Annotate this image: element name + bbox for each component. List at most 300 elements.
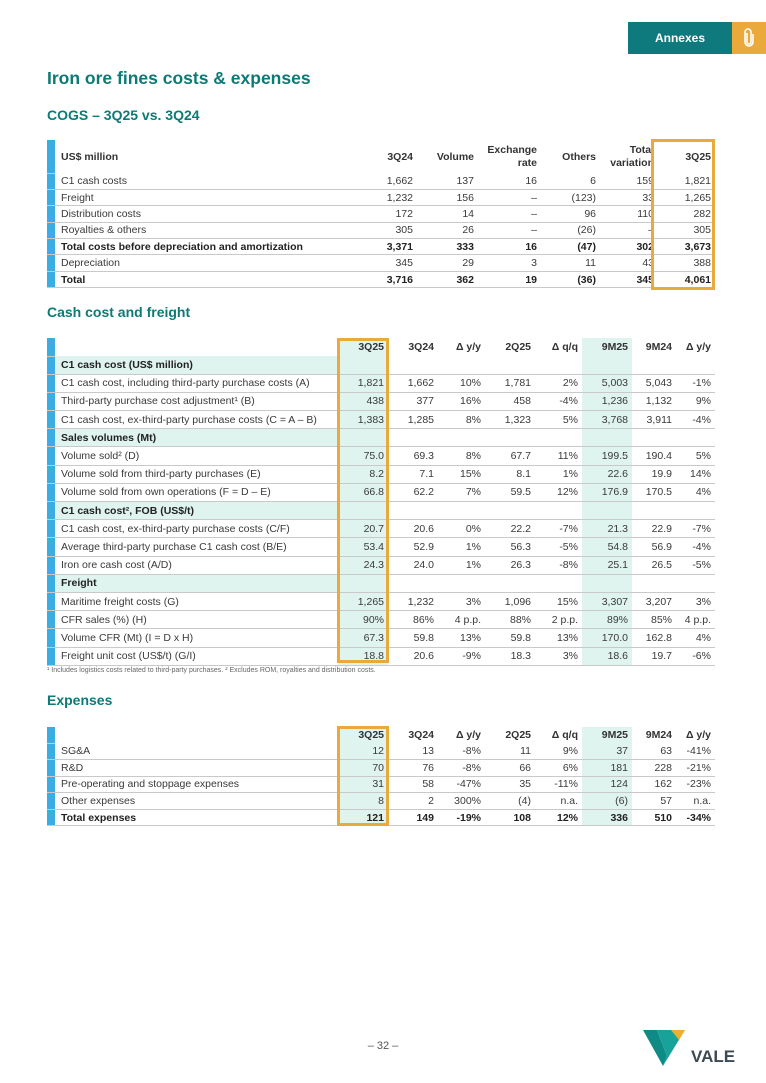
table-cell: 7.1 <box>388 465 438 483</box>
table-row <box>47 629 715 647</box>
table-cell: 19.9 <box>632 465 676 483</box>
empty-cell <box>485 429 535 447</box>
table-cell: 59.8 <box>485 629 535 647</box>
table-cell: -5% <box>676 556 715 574</box>
table-cell: 18.6 <box>582 647 632 665</box>
table-cell: 199.5 <box>582 447 632 465</box>
table-cell: 228 <box>632 760 676 777</box>
table-cell: 15% <box>535 592 582 610</box>
table-cell: 14 <box>417 206 478 222</box>
table-cell: 1,662 <box>367 173 417 189</box>
page-number: – 32 – <box>367 1040 399 1052</box>
table-row <box>47 483 715 501</box>
empty-cell <box>582 429 632 447</box>
table-cell: 86% <box>388 611 438 629</box>
table-cell: 149 <box>388 809 438 826</box>
table-cell: 66 <box>485 760 535 777</box>
section-label: Sales volumes (Mt) <box>55 429 338 447</box>
table-cell: 21.3 <box>582 520 632 538</box>
empty-cell <box>582 356 632 374</box>
table-cell: – <box>478 206 541 222</box>
table-row <box>47 760 715 777</box>
row-marker <box>47 465 55 483</box>
empty-cell <box>535 574 582 592</box>
table-cell: 336 <box>582 809 632 826</box>
table-cell: 59.5 <box>485 483 535 501</box>
table-row <box>47 520 715 538</box>
table-cell: 3% <box>438 592 485 610</box>
cashcost-col-header: 3Q24 <box>408 341 434 353</box>
table-cell: 510 <box>632 809 676 826</box>
cashcost-col-header: 3Q25 <box>338 338 388 356</box>
row-marker <box>47 556 55 574</box>
table-cell: 1,265 <box>338 592 388 610</box>
cogs-col-header: Total variation <box>610 143 654 169</box>
table-cell: (47) <box>541 239 600 255</box>
table-cell: 12% <box>535 809 582 826</box>
table-cell: 4,061 <box>658 271 715 287</box>
table-cell: 1,132 <box>632 392 676 410</box>
table-row <box>47 793 715 810</box>
table-cell: -23% <box>676 776 715 793</box>
empty-cell <box>338 429 388 447</box>
section-label: C1 cash cost (US$ million) <box>55 356 338 374</box>
table-cell: 22.6 <box>582 465 632 483</box>
table-cell: 3,673 <box>658 239 715 255</box>
table-cell: 302 <box>600 239 658 255</box>
table-cell: 19 <box>478 271 541 287</box>
cashcost-col-header: 9M25 <box>582 338 632 356</box>
row-label: Depreciation <box>55 255 367 271</box>
table-row <box>47 392 715 410</box>
table-cell: 11 <box>541 255 600 271</box>
logo-text: VALE <box>691 1047 736 1066</box>
table-cell: 67.7 <box>485 447 535 465</box>
table-cell: 1,821 <box>338 374 388 392</box>
table-cell: -6% <box>676 647 715 665</box>
empty-cell <box>438 574 485 592</box>
cogs-col-header: US$ million <box>61 150 119 163</box>
expenses-table <box>47 727 715 826</box>
cashcost-col-header: Δ y/y <box>685 341 711 353</box>
row-marker <box>47 809 55 826</box>
table-row <box>47 538 715 556</box>
table-cell: 15% <box>438 465 485 483</box>
table-cell: 70 <box>338 760 388 777</box>
table-cell: (6) <box>582 793 632 810</box>
table-row <box>47 809 715 826</box>
table-cell: 22.2 <box>485 520 535 538</box>
row-label: R&D <box>55 760 338 777</box>
vale-logo <box>643 1022 743 1070</box>
cashcost-col-header: Δ q/q <box>551 341 578 353</box>
table-cell: 305 <box>367 222 417 238</box>
table-cell: 18.8 <box>338 647 388 665</box>
table-cell: 13% <box>438 629 485 647</box>
table-cell: 3,911 <box>632 411 676 429</box>
table-cell: 54.8 <box>582 538 632 556</box>
table-cell: 333 <box>417 239 478 255</box>
table-cell: 1,662 <box>388 374 438 392</box>
row-marker <box>47 222 55 238</box>
empty-cell <box>485 574 535 592</box>
expenses-col-header: Δ y/y <box>685 729 711 741</box>
empty-cell <box>338 502 388 520</box>
table-cell: 159 <box>600 173 658 189</box>
table-row <box>47 592 715 610</box>
row-label: Volume sold from own operations (F = D – E) <box>55 483 338 501</box>
table-cell: 11 <box>485 743 535 760</box>
section-row <box>47 502 715 520</box>
table-cell: 19.7 <box>632 647 676 665</box>
row-marker <box>47 206 55 222</box>
table-cell: -34% <box>676 809 715 826</box>
row-marker <box>47 538 55 556</box>
section-label: C1 cash cost², FOB (US$/t) <box>55 502 338 520</box>
table-cell: 52.9 <box>388 538 438 556</box>
empty-cell <box>582 574 632 592</box>
table-cell: 53.4 <box>338 538 388 556</box>
row-label: Royalties & others <box>55 222 367 238</box>
table-cell: 26.3 <box>485 556 535 574</box>
page-title: Iron ore fines costs & expenses <box>47 68 311 88</box>
row-label: CFR sales (%) (H) <box>55 611 338 629</box>
row-label: Total costs before depreciation and amortization <box>55 239 367 255</box>
row-marker <box>47 629 55 647</box>
table-row <box>47 271 715 287</box>
table-cell: (4) <box>485 793 535 810</box>
empty-cell <box>535 429 582 447</box>
table-cell: -41% <box>676 743 715 760</box>
table-cell: n.a. <box>535 793 582 810</box>
table-cell: 90% <box>338 611 388 629</box>
table-row <box>47 776 715 793</box>
table-cell: 170.5 <box>632 483 676 501</box>
table-cell: -1% <box>676 374 715 392</box>
empty-cell <box>388 574 438 592</box>
table-cell: 5,003 <box>582 374 632 392</box>
table-cell: n.a. <box>676 793 715 810</box>
table-row <box>47 255 715 271</box>
row-label: Total <box>55 271 367 287</box>
table-cell: 1,232 <box>367 189 417 205</box>
table-row <box>47 173 715 189</box>
row-marker <box>47 173 55 189</box>
table-cell: 85% <box>632 611 676 629</box>
table-cell: 37 <box>582 743 632 760</box>
table-cell: 176.9 <box>582 483 632 501</box>
cogs-col-header: Exchange rate <box>487 143 537 169</box>
table-cell: -8% <box>535 556 582 574</box>
table-cell: 1,232 <box>388 592 438 610</box>
table-cell: 162 <box>632 776 676 793</box>
table-cell: 26 <box>417 222 478 238</box>
table-cell: 9% <box>676 392 715 410</box>
table-cell: 7% <box>438 483 485 501</box>
table-cell: -47% <box>438 776 485 793</box>
table-cell: 1% <box>438 556 485 574</box>
table-cell: (26) <box>541 222 600 238</box>
row-marker <box>47 611 55 629</box>
table-cell: 8.1 <box>485 465 535 483</box>
table-row <box>47 206 715 222</box>
row-marker <box>47 592 55 610</box>
row-label: Volume CFR (Mt) (I = D x H) <box>55 629 338 647</box>
table-cell: -7% <box>535 520 582 538</box>
empty-cell <box>485 502 535 520</box>
table-cell: 1,096 <box>485 592 535 610</box>
cogs-heading: COGS – 3Q25 vs. 3Q24 <box>47 107 200 123</box>
row-marker <box>47 411 55 429</box>
table-cell: 4% <box>676 483 715 501</box>
table-cell: 6 <box>541 173 600 189</box>
row-marker <box>47 374 55 392</box>
table-cell: 1,781 <box>485 374 535 392</box>
table-cell: 12% <box>535 483 582 501</box>
cogs-table <box>47 140 715 288</box>
row-label: Average third-party purchase C1 cash cost (B/E) <box>55 538 338 556</box>
row-label: Freight unit cost (US$/t) (G/I) <box>55 647 338 665</box>
table-cell: 3% <box>535 647 582 665</box>
table-cell: 24.0 <box>388 556 438 574</box>
table-cell: – <box>478 222 541 238</box>
row-label: C1 cash costs <box>55 173 367 189</box>
table-cell: 6% <box>535 760 582 777</box>
table-cell: 4 p.p. <box>676 611 715 629</box>
cogs-col-header: Others <box>562 150 596 163</box>
table-cell: 110 <box>600 206 658 222</box>
section-row <box>47 574 715 592</box>
table-cell: – <box>600 222 658 238</box>
table-cell: 11% <box>535 447 582 465</box>
row-marker <box>47 189 55 205</box>
row-label: Iron ore cash cost (A/D) <box>55 556 338 574</box>
row-label: SG&A <box>55 743 338 760</box>
table-cell: 10% <box>438 374 485 392</box>
table-cell: 8.2 <box>338 465 388 483</box>
empty-cell <box>582 502 632 520</box>
empty-cell <box>676 502 715 520</box>
table-cell: – <box>478 189 541 205</box>
table-cell: -8% <box>438 760 485 777</box>
table-cell: -5% <box>535 538 582 556</box>
cashcost-col-header: Δ y/y <box>455 341 481 353</box>
table-cell: 2% <box>535 374 582 392</box>
expenses-col-header: Δ q/q <box>551 729 578 741</box>
cashcost-col-header: 9M24 <box>645 341 672 353</box>
row-marker <box>47 760 55 777</box>
table-cell: 25.1 <box>582 556 632 574</box>
empty-cell <box>338 356 388 374</box>
expenses-col-header: 3Q25 <box>338 727 388 743</box>
table-cell: -7% <box>676 520 715 538</box>
table-cell: 3,768 <box>582 411 632 429</box>
table-cell: 29 <box>417 255 478 271</box>
table-cell: 20.7 <box>338 520 388 538</box>
section-row <box>47 356 715 374</box>
table-cell: 170.0 <box>582 629 632 647</box>
row-marker <box>47 483 55 501</box>
table-cell: 124 <box>582 776 632 793</box>
table-cell: 377 <box>388 392 438 410</box>
row-marker <box>47 271 55 287</box>
row-label: C1 cash cost, ex-third-party purchase costs (C = A – B) <box>55 411 338 429</box>
table-cell: -4% <box>535 392 582 410</box>
empty-cell <box>676 574 715 592</box>
table-cell: 3 <box>478 255 541 271</box>
table-cell: 63 <box>632 743 676 760</box>
table-cell: 3,716 <box>367 271 417 287</box>
table-cell: 438 <box>338 392 388 410</box>
table-row <box>47 743 715 760</box>
row-label: Freight <box>55 189 367 205</box>
table-cell: 13% <box>535 629 582 647</box>
table-cell: 76 <box>388 760 438 777</box>
table-row <box>47 647 715 665</box>
cogs-col-header: Volume <box>436 150 474 163</box>
table-cell: 58 <box>388 776 438 793</box>
table-cell: 1,285 <box>388 411 438 429</box>
expenses-col-header: 2Q25 <box>505 729 531 741</box>
table-cell: 2 p.p. <box>535 611 582 629</box>
table-cell: 9% <box>535 743 582 760</box>
row-label: Volume sold² (D) <box>55 447 338 465</box>
table-cell: 1% <box>438 538 485 556</box>
table-cell: 75.0 <box>338 447 388 465</box>
table-row <box>47 611 715 629</box>
table-cell: 88% <box>485 611 535 629</box>
empty-cell <box>485 356 535 374</box>
table-cell: 1,383 <box>338 411 388 429</box>
table-cell: 137 <box>417 173 478 189</box>
table-cell: 458 <box>485 392 535 410</box>
table-cell: 1,265 <box>658 189 715 205</box>
table-cell: 4% <box>676 629 715 647</box>
row-marker <box>47 776 55 793</box>
row-marker <box>47 574 55 592</box>
paperclip-icon <box>732 22 766 54</box>
row-marker <box>47 392 55 410</box>
empty-cell <box>438 356 485 374</box>
table-cell: -21% <box>676 760 715 777</box>
row-marker <box>47 502 55 520</box>
table-cell: 108 <box>485 809 535 826</box>
table-cell: 57 <box>632 793 676 810</box>
table-cell: 190.4 <box>632 447 676 465</box>
table-cell: -19% <box>438 809 485 826</box>
expenses-heading: Expenses <box>47 692 113 708</box>
empty-cell <box>438 502 485 520</box>
table-cell: -8% <box>438 743 485 760</box>
table-row <box>47 447 715 465</box>
table-row <box>47 222 715 238</box>
row-label: C1 cash cost, including third-party purchase costs (A) <box>55 374 338 392</box>
section-label: Freight <box>55 574 338 592</box>
row-label: C1 cash cost, ex-third-party purchase costs (C/F) <box>55 520 338 538</box>
table-row <box>47 189 715 205</box>
table-cell: 66.8 <box>338 483 388 501</box>
row-marker <box>47 793 55 810</box>
table-cell: 0% <box>438 520 485 538</box>
table-cell: 172 <box>367 206 417 222</box>
table-cell: 8% <box>438 447 485 465</box>
empty-cell <box>632 356 676 374</box>
table-cell: 3,307 <box>582 592 632 610</box>
table-cell: 16 <box>478 173 541 189</box>
empty-cell <box>632 574 676 592</box>
row-label: Total expenses <box>55 809 338 826</box>
expenses-col-header: Δ y/y <box>455 729 481 741</box>
row-label: Pre-operating and stoppage expenses <box>55 776 338 793</box>
table-cell: -9% <box>438 647 485 665</box>
table-cell: 162.8 <box>632 629 676 647</box>
table-cell: 2 <box>388 793 438 810</box>
table-cell: 121 <box>338 809 388 826</box>
table-cell: 345 <box>367 255 417 271</box>
row-marker <box>47 647 55 665</box>
table-cell: 305 <box>658 222 715 238</box>
empty-cell <box>676 356 715 374</box>
table-cell: 20.6 <box>388 647 438 665</box>
row-label: Maritime freight costs (G) <box>55 592 338 610</box>
empty-cell <box>535 502 582 520</box>
table-cell: 56.3 <box>485 538 535 556</box>
row-marker <box>47 520 55 538</box>
row-marker <box>47 429 55 447</box>
row-label: Third-party purchase cost adjustment¹ (B) <box>55 392 338 410</box>
table-cell: 20.6 <box>388 520 438 538</box>
table-cell: 24.3 <box>338 556 388 574</box>
table-cell: 69.3 <box>388 447 438 465</box>
table-cell: 56.9 <box>632 538 676 556</box>
table-cell: 12 <box>338 743 388 760</box>
table-cell: 31 <box>338 776 388 793</box>
cogs-col-header: 3Q24 <box>387 150 413 163</box>
table-cell: 59.8 <box>388 629 438 647</box>
expenses-col-header: 3Q24 <box>408 729 434 741</box>
empty-cell <box>535 356 582 374</box>
table-row <box>47 465 715 483</box>
table-cell: 16% <box>438 392 485 410</box>
empty-cell <box>388 429 438 447</box>
row-marker <box>47 255 55 271</box>
expenses-col-header: 9M24 <box>645 729 672 741</box>
table-cell: 62.2 <box>388 483 438 501</box>
table-cell: 1,323 <box>485 411 535 429</box>
table-row <box>47 239 715 255</box>
empty-cell <box>632 429 676 447</box>
table-cell: 67.3 <box>338 629 388 647</box>
table-row <box>47 374 715 392</box>
table-cell: 18.3 <box>485 647 535 665</box>
table-cell: 89% <box>582 611 632 629</box>
empty-cell <box>676 429 715 447</box>
table-cell: 26.5 <box>632 556 676 574</box>
table-cell: 3,371 <box>367 239 417 255</box>
table-cell: 3,207 <box>632 592 676 610</box>
table-cell: -11% <box>535 776 582 793</box>
table-cell: 362 <box>417 271 478 287</box>
row-marker <box>47 356 55 374</box>
table-cell: 181 <box>582 760 632 777</box>
section-row <box>47 429 715 447</box>
table-cell: 8% <box>438 411 485 429</box>
empty-cell <box>438 429 485 447</box>
table-row <box>47 411 715 429</box>
empty-cell <box>388 356 438 374</box>
table-cell: 345 <box>600 271 658 287</box>
table-cell: 300% <box>438 793 485 810</box>
